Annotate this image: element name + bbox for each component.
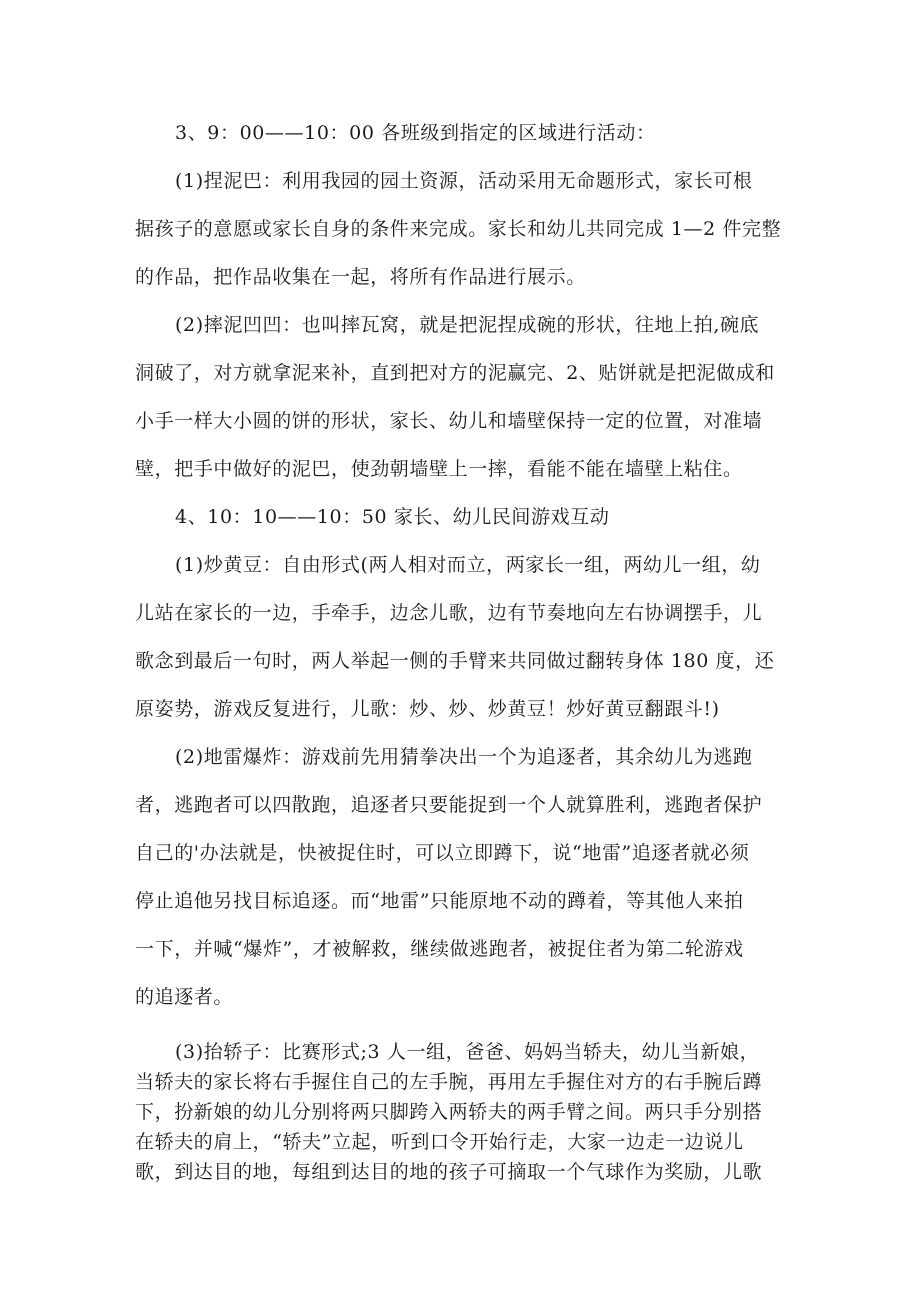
paragraph-mud-bowl-throwing: (2)摔泥凹凹：也叫摔瓦窝，就是把泥捏成碗的形状，往地上拍,碗底 洞破了，对方就拿泥来补，直到把对方的泥赢完、2、贴饼就是把泥做成和 小手一样大小圆的饼的形状，家长、幼儿和墙壁保持一定的位置，对准墙 壁，把手中做好的泥巴，使劲朝墙壁上一摔，看能不能在墙壁上粘住。 [135, 314, 775, 480]
paragraph-landmine-explosion: (2)地雷爆炸：游戏前先用猜拳决出一个为追逐者，其余幼儿为逃跑 者，逃跑者可以四散跑，追逐者只要能捉到一个人就算胜利，逃跑者保护 自己的'办法就是，快被捉住时，可以立即蹲下，说“地雷”追逐者就必须 停止追他另找目标追逐。而“地雷”只能原地不动的蹲着，等其他人来拍 一下，并喊“爆炸”，才被解救，继续做逃跑者，被捉住者为第二轮游戏 的追逐者。 [135, 746, 763, 1008]
paragraph-sedan-chair: (3)抬轿子：比赛形式;3 人一组，爸爸、妈妈当轿夫，幼儿当新娘， 当轿夫的家长将右手握住自己的左手腕，再用左手握住对方的右手腕后蹲 下，扮新娘的幼儿分别将两只脚跨入两轿夫的两手臂之间。两只手分别搭 在轿夫的肩上，“轿夫”立起，听到口令开始行走，大家一边走一边说儿 歌，到达目的地，每组到达目的地的孩子可摘取一个气球作为奖励，儿歌 [135, 1041, 763, 1183]
paragraph-mud-kneading: (1)捏泥巴：利用我园的园土资源，活动采用无命题形式，家长可根 据孩子的意愿或家长自身的条件来完成。家长和幼儿共同完成 1—2 件完整 的作品，把作品收集在一起，将所有作品进行展示。 [135, 170, 782, 288]
paragraph-schedule-3: 3、9：00——10：00 各班级到指定的区域进行活动： [175, 122, 656, 144]
paragraph-schedule-4: 4、10：10——10：50 家长、幼儿民间游戏互动 [175, 506, 610, 528]
paragraph-stir-fry-beans: (1)炒黄豆：自由形式(两人相对而立，两家长一组，两幼儿一组，幼 儿站在家长的一边，手牵手，边念儿歌，边有节奏地向左右协调摆手，儿 歌念到最后一句时，两人举起一侧的手臂来共同做过翻转身体 180 度，还 原姿势，游戏反复进行，儿歌：炒、炒、炒黄豆！炒好黄豆翻跟斗!) [135, 554, 775, 720]
